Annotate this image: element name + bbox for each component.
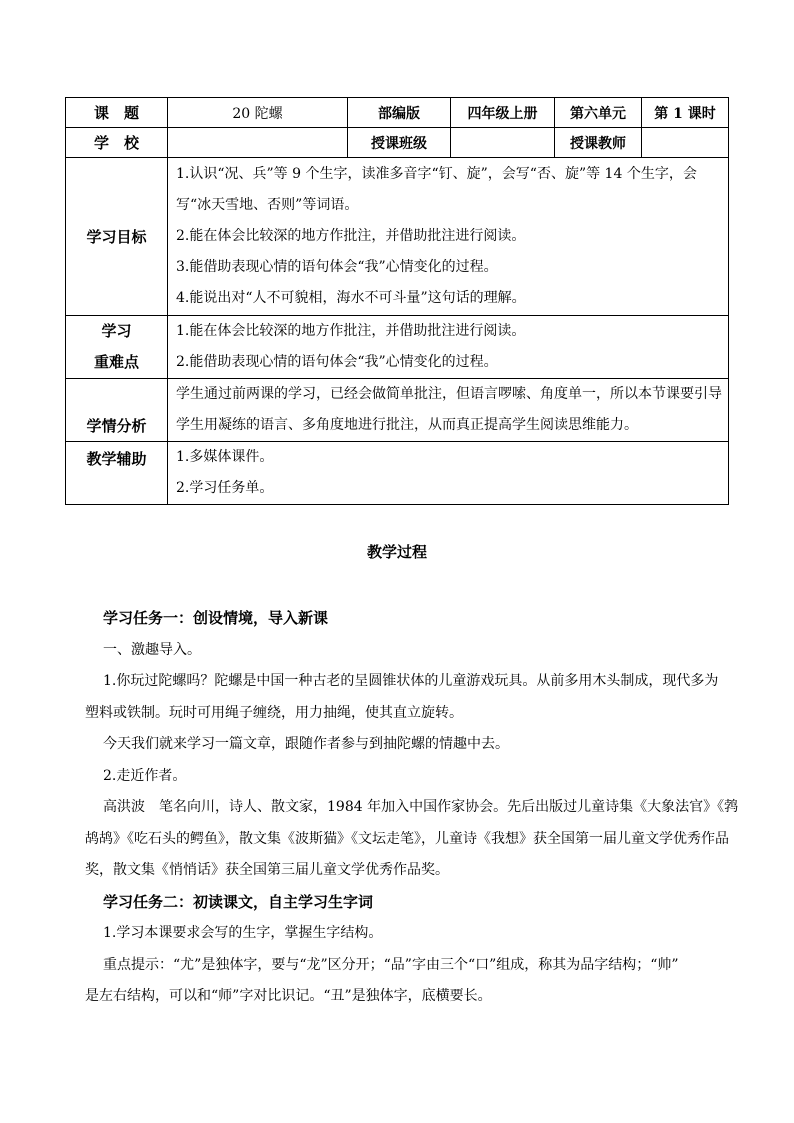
edition-cell: 部编版 [348, 98, 451, 128]
paragraph: 1.你玩过陀螺吗？陀螺是中国一种古老的呈圆锥状体的儿童游戏玩具。从前多用木头制成，现代多为 [103, 673, 719, 689]
analysis-line: 学生通过前两课的学习，已经会做简单批注，但语言啰嗦、角度单一，所以本节课要引导 [176, 386, 722, 402]
goal-line: 3.能借助表现心情的语句体会“我”心情变化的过程。 [176, 259, 498, 275]
task-heading: 学习任务二：初读课文，自主学习生字词 [103, 892, 374, 911]
table-row [66, 128, 729, 158]
goal-line: 2.能在体会比较深的地方作批注，并借助批注进行阅读。 [176, 228, 526, 244]
paragraph: 鸪鸪》《吃石头的鳄鱼》，散文集《波斯猫》《文坛走笔》，儿童诗《我想》获全国第一届儿童文学优秀作品 [85, 830, 729, 847]
class-value [451, 128, 555, 158]
paragraph: 2.走近作者。 [103, 767, 187, 784]
class-label: 授课班级 [348, 128, 451, 158]
course-title-label: 课 题 [66, 98, 168, 128]
aid-line: 1.多媒体课件。 [176, 449, 274, 465]
goals-content [168, 158, 729, 316]
course-title-value: 20 陀螺 [168, 98, 348, 128]
paragraph: 重点提示：“尤”是独体字，要与“龙”区分开；“品”字由三个“口”组成，称其为品字结构；“帅” [103, 956, 679, 973]
paragraph: 高洪波 笔名向川，诗人、散文家，1984 年加入中国作家协会。先后出版过儿童诗集《大象法官》《鹁 [103, 799, 739, 815]
key-point-line: 2.能借助表现心情的语句体会“我”心情变化的过程。 [176, 354, 498, 370]
paragraph: 一、激趣导入。 [103, 641, 201, 658]
key-points-label-line: 重难点 [93, 353, 139, 371]
school-value [168, 128, 348, 158]
table-row [66, 316, 729, 379]
analysis-line: 学生用凝练的语言、多角度地进行批注，从而真正提高学生阅读思维能力。 [176, 417, 638, 433]
table-row [66, 158, 729, 316]
paragraph: 是左右结构，可以和“师”字对比识记。“丑”是独体字，底横要长。 [85, 988, 492, 1004]
lesson-info-table [65, 97, 729, 505]
goal-line: 写“冰天雪地、否则”等词语。 [176, 197, 359, 213]
process-body [85, 603, 739, 1013]
analysis-label: 学情分析 [66, 379, 168, 442]
paragraph: 塑料或铁制。玩时可用绳子缠绕，用力抽绳，使其直立旋转。 [85, 704, 463, 721]
aids-content [168, 442, 729, 505]
goal-line: 4.能说出对“人不可貌相，海水不可斗量”这句话的理解。 [176, 290, 526, 306]
key-points-label-line: 学习 [101, 322, 132, 340]
table-row [66, 98, 729, 128]
key-points-label [66, 316, 168, 379]
section-title: 教学过程 [366, 543, 427, 561]
school-label: 学 校 [66, 128, 168, 158]
goals-label: 学习目标 [66, 158, 168, 316]
grade-cell: 四年级上册 [451, 98, 555, 128]
paragraph: 1.学习本课要求会写的生字，掌握生字结构。 [103, 925, 383, 941]
unit-cell: 第六单元 [555, 98, 642, 128]
teacher-value [642, 128, 729, 158]
key-point-line: 1.能在体会比较深的地方作批注，并借助批注进行阅读。 [176, 323, 526, 339]
aids-label: 教学辅助 [66, 442, 168, 505]
table-row [66, 442, 729, 505]
goal-line: 1.认识“况、兵”等 9 个生字，读准多音字“钉、旋”，会写“否、旋”等 14 个生字，会 [176, 166, 697, 182]
analysis-content [168, 379, 729, 442]
table-row [66, 379, 729, 442]
key-points-content [168, 316, 729, 379]
task-heading: 学习任务一：创设情境，导入新课 [103, 609, 329, 627]
lesson-cell: 第 1 课时 [642, 98, 729, 128]
paragraph: 奖，散文集《悄悄话》获全国第三届儿童文学优秀作品奖。 [85, 862, 449, 878]
aid-line: 2.学习任务单。 [176, 480, 274, 496]
paragraph: 今天我们就来学习一篇文章，跟随作者参与到抽陀螺的情趣中去。 [103, 736, 509, 752]
teacher-label: 授课教师 [555, 128, 642, 158]
